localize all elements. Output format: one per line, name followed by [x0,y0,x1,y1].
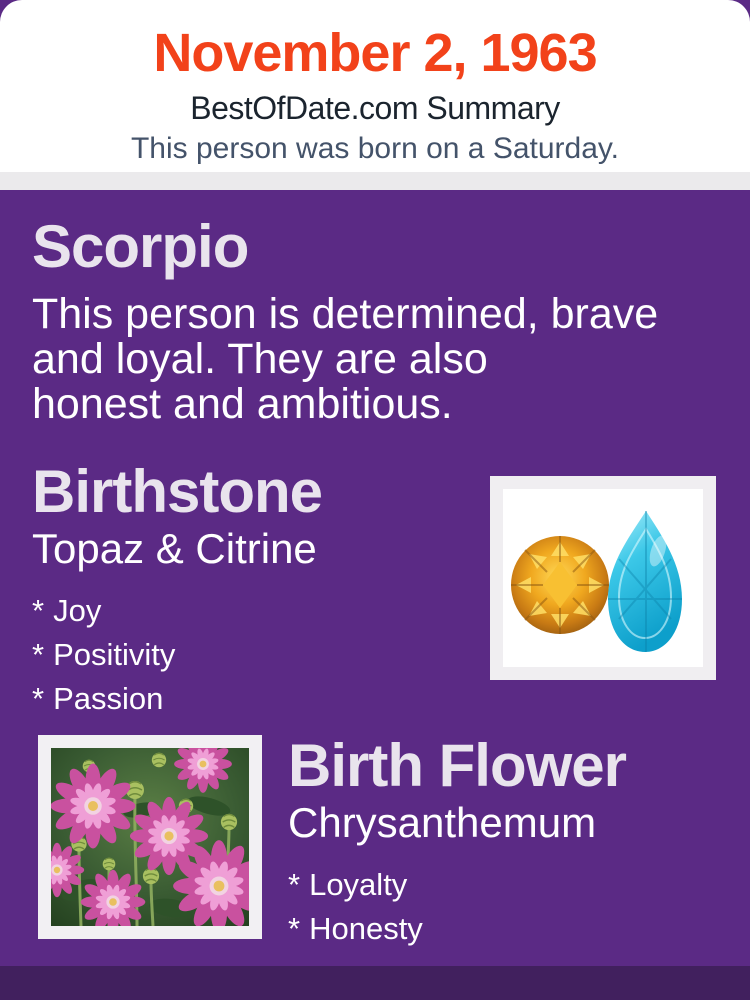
asterisk-bullet: * [32,681,45,716]
birthstone-name: Topaz & Citrine [32,525,317,572]
gems-illustration [503,489,703,667]
birth-flower-heading: Birth Flower [288,732,627,799]
zodiac-section [32,190,716,427]
asterisk-bullet: * [288,867,301,902]
trait-label: Passion [53,681,164,716]
birthstone-section [32,458,716,721]
main-content [0,190,750,966]
zodiac-description [32,292,716,427]
trait-item [32,589,490,633]
birth-flower-name: Chrysanthemum [288,799,597,846]
trait-item [32,633,490,677]
trait-label: Honesty [309,911,423,946]
trait-item [288,863,716,907]
header-divider [0,172,750,190]
birthstone-text-column [32,458,490,721]
asterisk-bullet: * [288,911,301,946]
trait-item [288,907,716,951]
zodiac-description-line: honest and ambitious. [32,380,453,428]
birth-flower-text-column [288,732,716,951]
birthstone-heading: Birthstone [32,458,322,525]
trait-item [32,677,490,721]
zodiac-sign-heading: Scorpio [32,213,249,280]
footer-bar [0,966,750,1000]
date-title: November 2, 1963 [153,23,597,83]
header [0,0,750,172]
birthstone-traits-list [32,589,490,721]
site-summary-line: BestOfDate.com Summary [190,90,560,126]
chrysanthemum-illustration [51,748,249,926]
zodiac-description-line: This person is determined, brave [32,290,659,338]
birthstone-photo [490,476,716,680]
weekday-line: This person was born on a Saturday. [130,132,620,165]
zodiac-description-line: and loyal. They are also [32,335,488,383]
asterisk-bullet: * [32,637,45,672]
birth-flower-photo [38,735,262,939]
trait-label: Joy [53,593,102,628]
trait-label: Positivity [53,637,176,672]
asterisk-bullet: * [32,593,45,628]
trait-label: Loyalty [309,867,408,902]
birth-flower-section [32,732,716,951]
birth-flower-traits-list [288,863,716,951]
